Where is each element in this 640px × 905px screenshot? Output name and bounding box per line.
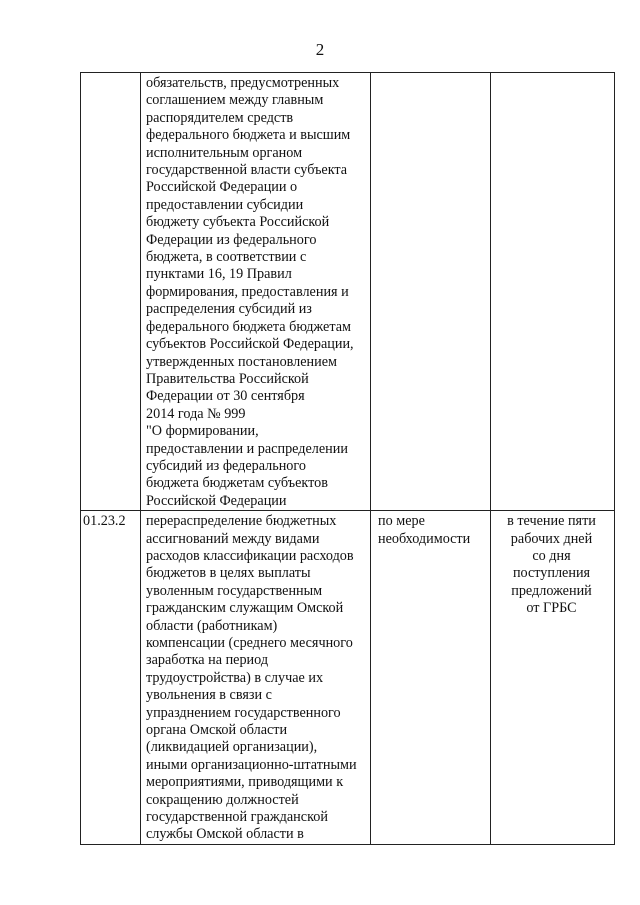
row-code-cell: [81, 73, 141, 511]
text-line: распределения субсидий из: [146, 301, 312, 318]
row-deadline-cell: [491, 73, 615, 511]
text-line: службы Омской области в: [146, 826, 304, 843]
text-line: расходов классификации расходов: [146, 547, 354, 564]
text-line: трудоустройства) в случае их: [146, 669, 324, 686]
text-line: субъектов Российской Федерации,: [146, 336, 354, 353]
text-line: органа Омской области: [146, 722, 288, 739]
text-line: Правительства Российской: [146, 370, 309, 387]
text-line: гражданским служащим Омской: [146, 600, 344, 617]
text-line: федерального бюджета бюджетам: [146, 318, 351, 335]
text-line: Федерации из федерального: [146, 231, 317, 248]
row-frequency-cell: [371, 73, 491, 511]
page-number: 2: [315, 40, 325, 59]
row-frequency-cell: [371, 511, 491, 845]
table-row: [81, 73, 615, 511]
row-code: 01.23.2: [83, 513, 126, 530]
text-line: иными организационно-штатными: [146, 756, 357, 773]
text-line: исполнительным органом: [146, 144, 303, 161]
text-line: мероприятиями, приводящими к: [146, 774, 344, 791]
text-line: государственной власти субъекта: [146, 162, 348, 179]
text-line: предоставлении субсидии: [146, 196, 304, 213]
row-deadline-cell: [491, 511, 615, 845]
text-line: бюджета, в соответствии с: [146, 249, 307, 266]
text-line: Федерации от 30 сентября: [146, 388, 305, 405]
row-frequency: [378, 513, 488, 548]
text-line: компенсации (среднего месячного: [146, 635, 353, 651]
text-line: "О формировании,: [146, 423, 259, 440]
text-line: уволенным государственным: [146, 582, 323, 599]
text-line: упразднением государственного: [146, 704, 341, 721]
text-line: бюджетов в целях выплаты: [146, 565, 311, 582]
text-line: рабочих дней: [510, 530, 593, 547]
text-line: бюджету субъекта Российской: [146, 214, 330, 231]
text-line: 2014 года № 999: [146, 405, 246, 422]
text-line: пунктами 16, 19 Правил: [146, 266, 292, 283]
table-row: [81, 511, 615, 845]
text-line: области (работникам): [146, 617, 278, 634]
text-line: бюджета бюджетам субъектов: [146, 475, 328, 492]
text-line: заработка на период: [146, 652, 269, 669]
text-line: необходимости: [378, 530, 471, 547]
text-line: обязательств, предусмотренных: [146, 75, 340, 91]
text-line: со дня: [532, 547, 571, 564]
text-line: соглашением между главным: [146, 92, 324, 109]
text-line: формирования, предоставления и: [146, 283, 349, 300]
text-line: утвержденных постановлением: [146, 353, 338, 370]
text-line: по мере: [378, 513, 425, 530]
text-line: предоставлении и распределении: [146, 440, 348, 457]
text-line: от ГРБС: [526, 600, 577, 617]
row-code-cell: [81, 511, 141, 845]
row-deadline: [491, 513, 612, 617]
text-line: предложений: [511, 582, 592, 599]
text-line: (ликвидацией организации),: [146, 739, 318, 756]
row-description-cell: [141, 73, 371, 511]
document-table: [80, 72, 615, 845]
row-description: [146, 75, 368, 510]
text-line: субсидий из федерального: [146, 457, 306, 474]
text-line: увольнения в связи с: [146, 687, 272, 704]
row-description-cell: [141, 511, 371, 845]
text-line: поступления: [512, 565, 591, 582]
text-line: федерального бюджета и высшим: [146, 127, 351, 144]
text-line: в течение пяти: [507, 513, 596, 530]
text-line: Российской Федерации о: [146, 179, 298, 196]
row-description: [146, 513, 368, 844]
text-line: распорядителем средств: [146, 109, 294, 126]
text-line: государственной гражданской: [146, 809, 328, 826]
text-line: Российской Федерации: [146, 492, 287, 509]
text-line: перераспределение бюджетных: [146, 513, 337, 530]
text-line: ассигнований между видами: [146, 530, 320, 547]
text-line: сокращению должностей: [146, 791, 299, 808]
